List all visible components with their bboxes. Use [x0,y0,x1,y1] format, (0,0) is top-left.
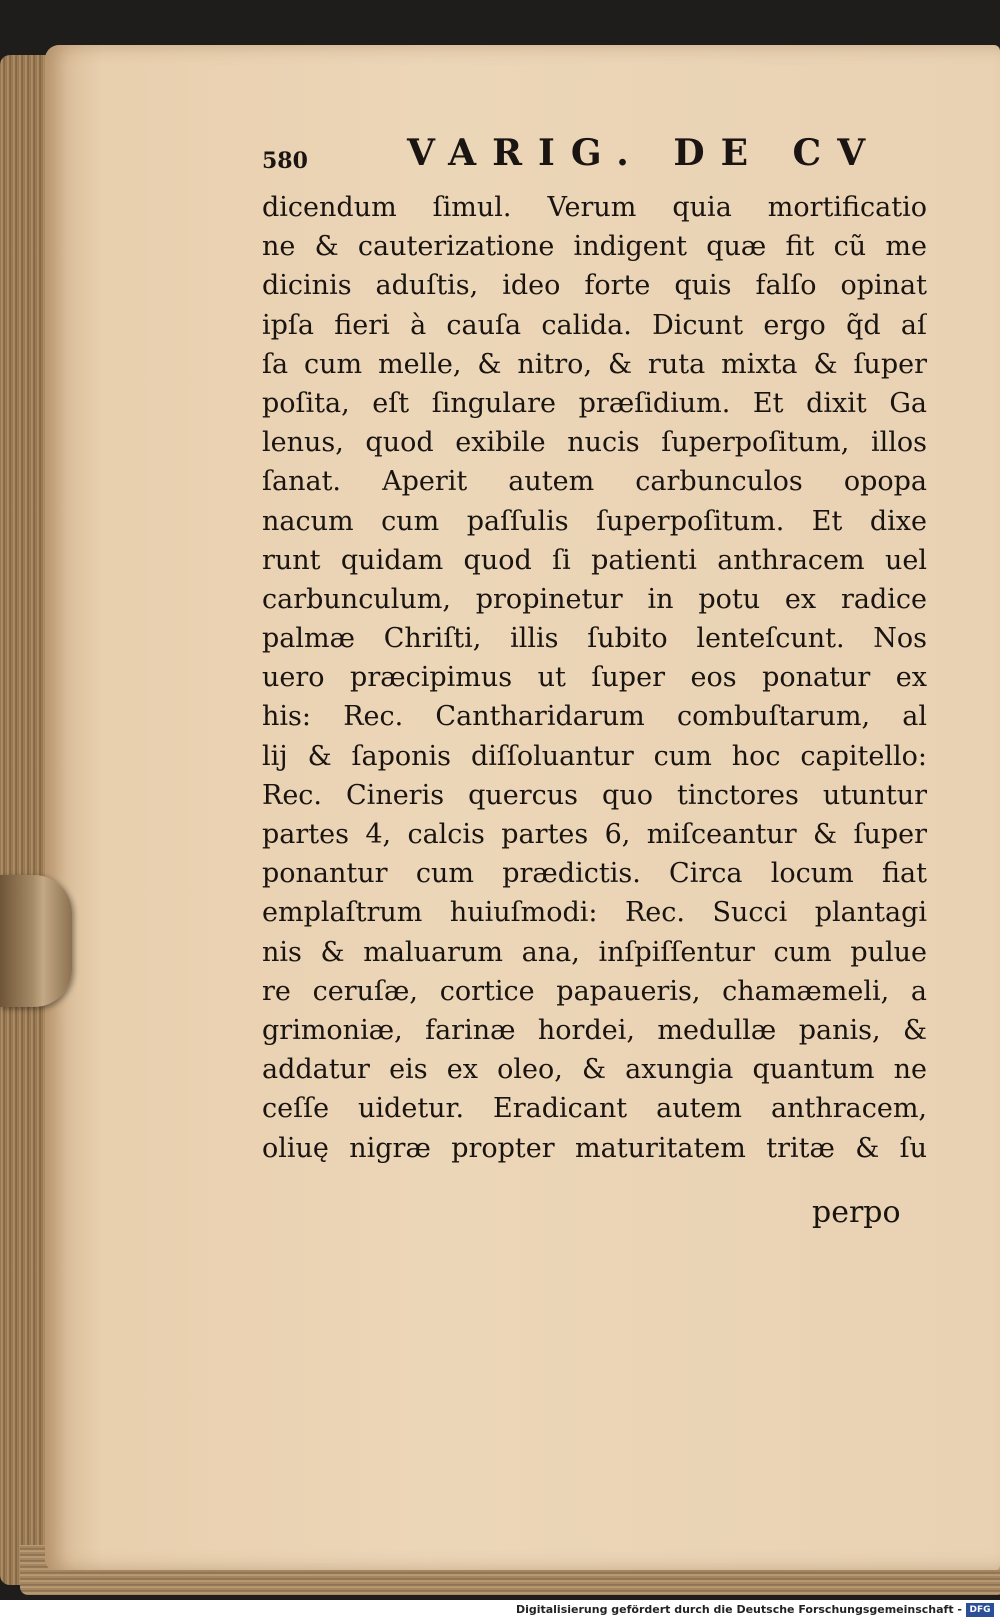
text-line: oliuę nigræ propter maturitatem tritæ & ſu [262,1132,927,1164]
text-line: dicendum ſimul. Verum quia mortificatio [262,192,927,223]
text-line: poſita, eſt ſingulare præſidium. Et dixit Ga [262,387,927,419]
text-line: palmæ Chriſti, illis ſubito lenteſcunt. Nos [262,623,927,655]
dfg-logo: DFG [966,1603,994,1617]
text-line: Rec. Cineris quercus quo tinctores utuntur [262,779,927,811]
text-line: re ceruſæ, cortice papaueris, chamæmeli, a [262,975,927,1007]
text-line: grimoniæ, farinæ hordei, medullæ panis, & [262,1014,927,1046]
text-line: dicinis aduſtis, ideo forte quis falſo opinat [262,270,927,302]
text-line: ſanat. Aperit autem carbunculos opopa [262,466,927,498]
text-line: runt quidam quod ſi patienti anthracem uel [262,544,927,576]
footer-bar [0,1600,1000,1621]
text-line: ſa cum melle, & nitro, & ruta mixta & ſuper [262,348,927,380]
text-line: ceſſe uidetur. Eradicant autem anthracem, [262,1093,927,1125]
body-text [262,188,927,1168]
text-line: partes 4, calcis partes 6, miſceantur & ſuper [262,819,927,850]
text-line: addatur eis ex oleo, & axungia quantum ne [262,1054,927,1086]
book-clasp [0,875,72,1007]
page-number: 580 [262,148,308,174]
page-header [262,132,882,178]
text-line: lenus, quod exibile nucis ſuperpoſitum, illos [262,427,927,459]
running-head: VARIG. DE CV [407,132,882,174]
digitization-credit: Digitalisierung gefördert durch die Deutsche Forschungsgemeinschaft - [515,1603,962,1616]
text-line: his: Rec. Cantharidarum combuſtarum, al [262,701,927,733]
text-line: nis & maluarum ana, inſpiſſentur cum pulue [262,936,927,968]
text-line: ne & cauterizatione indigent quæ fit cũ me [262,231,927,263]
text-line: ipſa fieri à cauſa calida. Dicunt ergo q̃d aſ [262,309,927,341]
text-line: nacum cum paſſulis ſuperpoſitum. Et dixe [262,505,927,537]
text-line: carbunculum, propinetur in potu ex radice [262,583,927,615]
text-line: uero præcipimus ut ſuper eos ponatur ex [262,662,927,694]
catchword: perpo [812,1195,901,1230]
text-line: ponantur cum prædictis. Circa locum fiat [262,858,927,890]
text-line: lij & ſaponis diſſoluantur cum hoc capitello: [262,740,927,772]
text-line: emplaſtrum huiuſmodi: Rec. Succi plantagi [262,897,927,929]
